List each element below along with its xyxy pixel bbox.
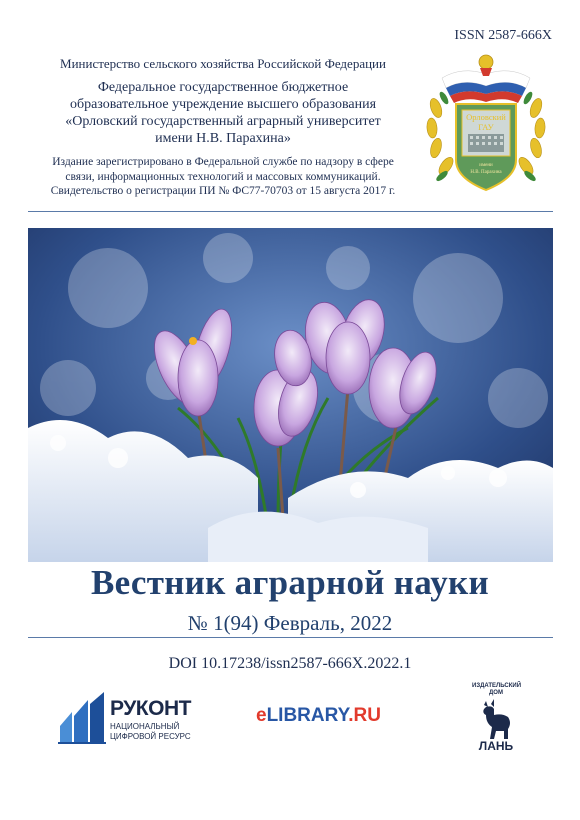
org-line-1: Федеральное государственное бюджетное [97,80,349,95]
org-line-3: «Орловский государственный аграрный университет [65,114,381,129]
registration-notice [28,155,418,199]
rukont-subtitle-line-2: ЦИФРОВОЙ РЕСУРС [110,731,191,741]
registration-line-1: Издание зарегистрировано в Федеральной службе по надзору в сфере [52,156,394,168]
rukont-logo[interactable] [58,692,193,746]
rukont-mark-icon [58,692,108,746]
elibrary-logo[interactable] [256,705,381,727]
rukont-subtitle [110,722,200,741]
org-line-2: образовательное учреждение высшего образования [69,97,377,112]
emblem-text-2: ГАУ [478,122,494,132]
elibrary-ru: .RU [348,705,381,726]
emblem-text-1: Орловский [466,112,506,122]
emblem-text-3: имени [479,163,493,168]
lan-publisher-label [472,683,520,697]
issn-label: ISSN 2587-666X [454,28,552,43]
rukont-subtitle-line-1: НАЦИОНАЛЬНЫЙ [110,722,180,731]
publisher-header [28,56,418,199]
rukont-name: РУКОНТ [110,697,191,720]
issue-number: № 1(94) Февраль, 2022 [187,611,393,635]
lan-name: ЛАНЬ [478,739,514,753]
journal-title: Вестник аграрной науки [90,563,489,602]
lan-publisher-line-1: ИЗДАТЕЛЬСКИЙ [472,683,522,689]
university-emblem [422,48,550,196]
bottom-divider [28,637,553,638]
registration-line-2: связи, информационных технологий и массовых коммуникаций. [65,170,381,183]
elibrary-main: LIBRARY [266,705,349,726]
deer-icon [472,699,520,739]
cover-photo-crocuses [28,228,553,562]
ministry-name: Министерство сельского хозяйства Российской Федерации [60,56,386,71]
elibrary-e: e [256,705,267,726]
lan-logo[interactable] [472,683,520,755]
org-line-4: имени Н.В. Парахина» [155,131,291,146]
top-divider [28,211,553,212]
emblem-text-4: Н.В. Парахина [470,170,502,175]
registration-line-3: Свидетельство о регистрации ПИ № ФС77-70703 от 15 августа 2017 г. [50,185,396,197]
lan-publisher-line-2: ДОМ [489,690,503,696]
doi-label: DOI 10.17238/issn2587-666X.2022.1 [168,655,412,672]
